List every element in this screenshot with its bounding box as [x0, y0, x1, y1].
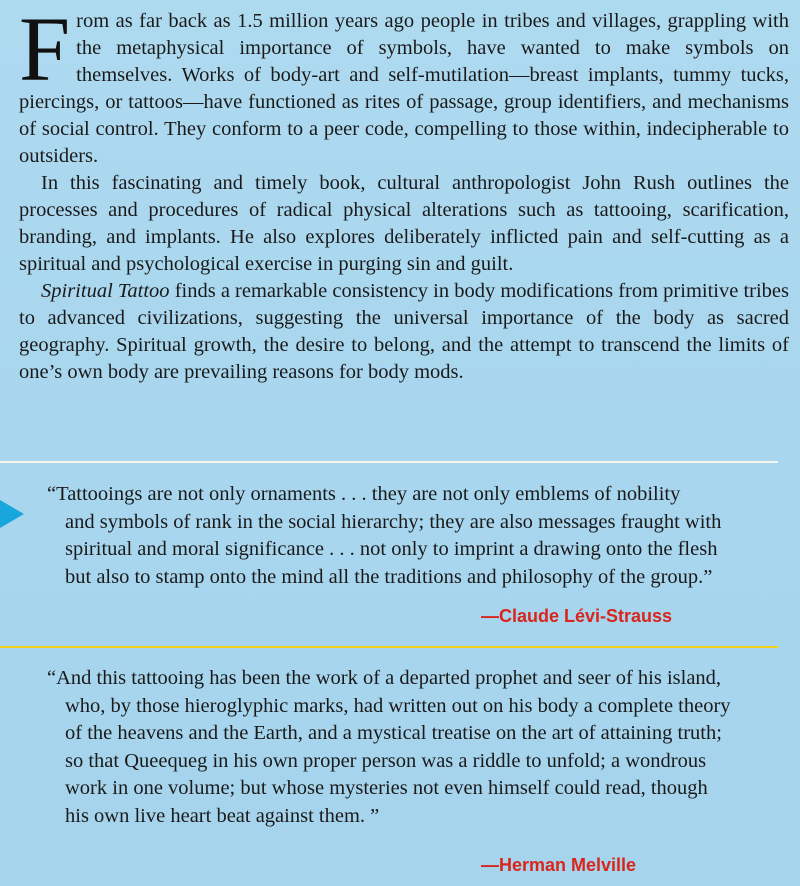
quote-line: spiritual and moral significance . . . not only to imprint a drawing onto the flesh: [65, 538, 718, 560]
intro-paragraph-1-text: rom as far back as 1.5 million years ago people in tribes and villages, grappling with the metaphysical importance of symbols, have wanted to make symbols on themselves. Works of body-art and self-mutilation—breast implants, tummy tucks, piercings, or tattoos—have functioned as rites of passage, group identifiers, and mechanisms of social control. They conform to a peer code, compelling to those within, indecipherable to outsiders.: [19, 10, 789, 167]
quote-line: work in one volume; but whose mysteries not even himself could read, though: [65, 777, 708, 799]
quote-line: “Tattooings are not only ornaments . . . they are not only emblems of nobility: [47, 483, 681, 505]
quote-line: and symbols of rank in the social hierarchy; they are also messages fraught with: [65, 510, 722, 533]
book-title-italic: Spiritual Tattoo: [41, 280, 170, 302]
quote-levi-strauss: [47, 481, 767, 591]
drop-cap-letter: F: [19, 0, 71, 100]
quote-line: so that Queequeg in his own proper person was a riddle to unfold; a wondrous: [65, 749, 707, 772]
description-text: [19, 0, 790, 386]
intro-paragraph-2: In this fascinating and timely book, cultural anthropologist John Rush outlines the processes and procedures of radical physical alterations such as tattooing, scarification, branding, and implants. He also explores deliberately inflicted pain and self-cutting as a spiritual and psychological exercise in purging sin and guilt.: [19, 172, 789, 275]
quote-melville: [47, 665, 777, 830]
yellow-divider: [0, 646, 778, 648]
quote-line: his own live heart beat against them. ”: [65, 804, 380, 827]
quote-line: but also to stamp onto the mind all the traditions and philosophy of the group.”: [65, 565, 713, 588]
intro-paragraph-3: [19, 278, 789, 386]
quote-line: who, by those hieroglyphic marks, had written out on his body a complete theory: [65, 694, 731, 717]
intro-paragraph-3-text: finds a remarkable consistency in body modifications from primitive tribes to advanced civilizations, suggesting the universal importance of the body as sacred geography. Spiritual growth, the desire to belong, and the attempt to transcend the limits of one’s own body are prevailing reasons for body mods.: [19, 280, 790, 383]
white-divider: [0, 461, 778, 463]
intro-paragraph-1: [19, 0, 789, 170]
arrow-pointer-icon: [0, 500, 24, 528]
quote-line: of the heavens and the Earth, and a mystical treatise on the art of attaining truth;: [65, 722, 722, 744]
quote-line: “And this tattooing has been the work of a departed prophet and seer of his island,: [47, 667, 722, 689]
attribution-levi-strauss: —Claude Lévi-Strauss: [481, 606, 673, 626]
attribution-melville: —Herman Melville: [481, 855, 637, 875]
